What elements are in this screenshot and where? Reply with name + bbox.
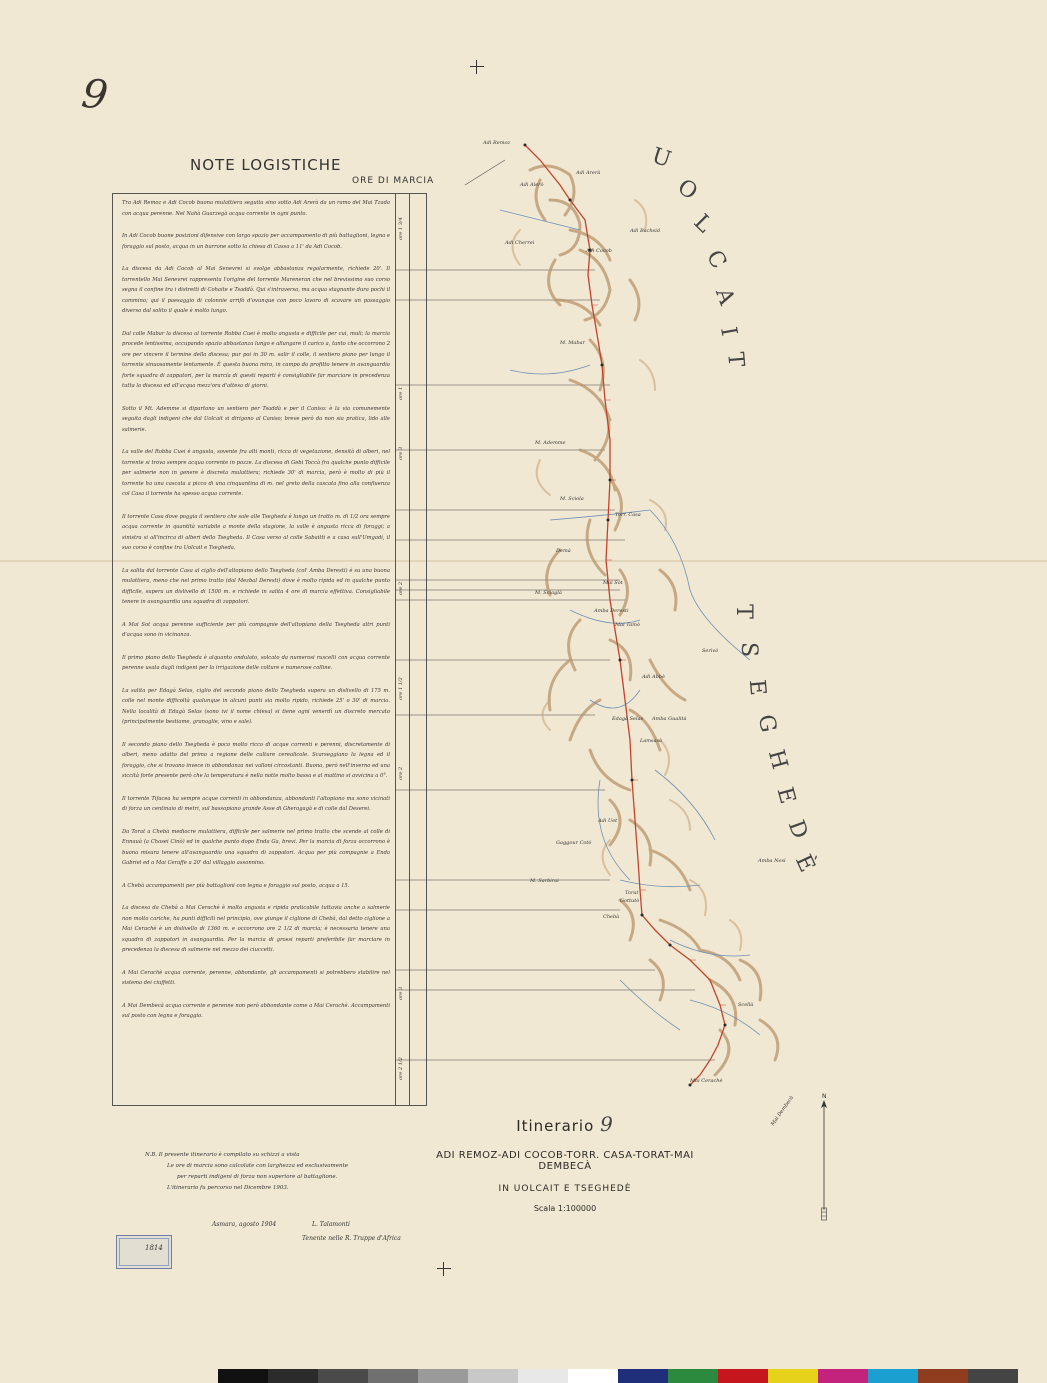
signature-block <box>212 1218 401 1246</box>
march-hour-label: ore 2 <box>398 766 404 780</box>
march-hour-label: ore 2 <box>398 581 404 595</box>
notes-title: NOTE LOGISTICHE <box>190 156 342 174</box>
place-name: Lamsasà <box>640 738 663 744</box>
region-label-tseghede-e: E <box>743 678 771 699</box>
region-label-tseghede-s: S <box>736 641 762 660</box>
itinerary-label: Itinerario <box>516 1117 595 1135</box>
region-label-tseghede-g: G <box>752 712 781 737</box>
archive-stamp-inner <box>119 1238 169 1266</box>
note-paragraph: Il primo piano dello Tsegheda è alquanto ondulato, solcato da numerosi ruscelli con acqua corrente perenne usata dagli indigeni per la irrigazione delle colture e numerose colline. <box>122 654 390 671</box>
route-map <box>460 100 840 1120</box>
place-name: Amba Deresti <box>594 608 629 614</box>
note-paragraph: La discesa da Chebà a Mai Cerachè è molto angusta e ripida praticabile tuttavia anche a salmerie non molto cariche, ha punti difficili nel principio, ove giunge il ciglione di Chebà, dal detto ciglione a Mai Cerachè è un dislivello di 1360 m. e occorrono ore 2 1/2 di marcia; è necessaria tenere una squadra di zappatori in avanguardia. Per la marcia di grossi reparti preferibile far marciare in precedenza la discesa di salmerie nel mezzo dei ciuccetti. <box>122 905 390 953</box>
march-hour-label: ore 2 1/2 <box>398 1057 404 1080</box>
place-name: Amba Nesi <box>758 858 786 864</box>
place-name: Torat <box>625 890 639 896</box>
note-paragraph: Il secondo piano dello Tsegheda è poco molto ricco di acque correnti e perenni, discretamente di alberi, meno adatto del primo a regione delle culture cerealicole. Scarseggiano la legna ed il foraggio, che si trovano invece in abbondanza nei valloni circostanti. Buona, però nell'inverno ed una siccità forte presente però che la temperatura è nella notte molto bassa e al mattino si avvicina a 0°. <box>122 741 390 779</box>
place-name: Adi Cherrei <box>505 240 535 246</box>
note-paragraph: A Mai Sot acqua perenne sufficiente per più compagnie dell'altopiano della Tsegheda altri punti d'acqua sono in vicinanza. <box>122 621 390 638</box>
place-name: Adi Alerò <box>520 182 544 188</box>
place-name: M. Sciaglà <box>535 590 562 596</box>
note-paragraph: A Mai Dembecà acqua corrente e perenne non però abbondante come a Mai Cerachè. Accampamenti sul posto con legna e foraggio. <box>122 1002 390 1019</box>
march-hour-label: ore 1 <box>398 386 404 400</box>
note-paragraph: Il torrente Tifacea ha sempre acque correnti in abbondanza, abbondanti l'altopiano ma sono vicinati di forza un centinaio di metri, sul bassopiano grande Asse di Gheragagà e di colle dal Deserei. <box>122 795 390 812</box>
sheet-number: 9 <box>78 70 111 120</box>
signature-place-date: Asmara, agosto 1904 <box>212 1221 277 1228</box>
note-paragraph: A Mai Cerachè acqua corrente, perenne, abbondante, gli accampamenti si potrebbero stabilire nel sistema dei ciuffetti. <box>122 969 390 986</box>
footnote-line: Le ore di marcia sono calcolate con larghezza ed esclusivamente <box>167 1163 349 1169</box>
inventory-number: 1814 <box>145 1244 163 1252</box>
note-paragraph: Da Torat a Chebà mediocre mulattiera, difficile per salmerie nel primo tratto che scende al colle di Ennauà (a Chasei Cinò) ed in qualche punto dopo Enda Ga, brevi. Per la marcia di forza occorrono è buona misura tenere all'avanguardia una squadra di zappatori. Acqua per più compagnie a Enda Gabriel ed a Mai Ceraffe a 20' dal villaggio assonnino. <box>122 828 390 866</box>
region-label-uolcait-i: I <box>715 325 742 340</box>
itinerary-number: 9 <box>600 1112 614 1136</box>
notes-body <box>122 198 390 1098</box>
place-name: Demà <box>556 548 571 554</box>
march-hour-label: ore 1 1/2 <box>398 677 404 700</box>
note-paragraph: La discesa da Adi Cocob al Mai Senevrei si svolge abbastanza regolarmente, richiede 20'. Il torrentello Mai Senevrei rappresenta l'origine del torrente Mareneran che nel brevissimo suo corso segna il confine tra i distretti di Cohaite e Tsaddà. Qui s'intraversa, ma acqua stagnante dura pochi il cammino; qui il paesaggio di colonnie arrifò d'ovunque con poco lavoro di scavare un passaggio diverso dal solito il quale è molto lungo. <box>122 266 390 314</box>
place-name: Mai Sot <box>603 580 623 586</box>
place-name: Adi Abbè <box>642 674 665 680</box>
place-name: Torr. Casa <box>615 512 641 518</box>
place-name: Adi Remoz <box>483 140 511 146</box>
place-name: Gottutò <box>620 898 640 904</box>
region-label-uolcait-o: O <box>672 174 704 207</box>
march-hours-header: ORE DI MARCIA <box>352 176 435 186</box>
itinerary-heading <box>425 1112 705 1136</box>
note-paragraph: In Adi Cocob buone posizioni difensive con largo spazio per accampamento di più battaglioni, legna e foraggio sul posto, acqua in un burrone sotto la chiesa di Cassa a 11' da Adi Cocob. <box>122 233 390 250</box>
march-hour-label: ore 3 <box>398 446 404 460</box>
north-label: N <box>822 1093 827 1100</box>
place-name: Mai Cerachè <box>690 1078 723 1084</box>
place-name: Chebà <box>603 914 620 920</box>
region-label-uolcait-t: T <box>722 351 749 370</box>
place-name: Amba Gualità <box>652 716 687 722</box>
footnote-line: L'itinerario fu percorso nel Dicembre 1903. <box>167 1185 289 1191</box>
place-name: Adi Cocob <box>586 248 612 254</box>
region-label-tseghede-d: D <box>782 816 813 845</box>
footnote-line: N.B. Il presente itinerario è compilato su schizzi a vista <box>145 1152 300 1158</box>
signature-name: L. Talamonti <box>312 1221 350 1228</box>
color-calibration-bar <box>218 1369 1018 1383</box>
place-name: Edagà Selas <box>612 716 644 722</box>
note-paragraph: La valle del Robba Cuei è angusta, sovente fra alti monti, ricca di vegetazione, densità di alberi, nel torrente si trova sempre acqua corrente in pozze. La discesa di Gebi Toccà fra qualche punto difficile per salmerie non in genere è discreta mulattiera; richiede 30' di marcia, però è molto di più il torrente ha una cascata a picco di una cinquantina di m. nel greto della cascata fino alla confluenza col Casa il torrente ha spesso acqua corrente. <box>122 449 390 497</box>
note-paragraph: Dal colle Mabar la discesa al torrente Robba Cuei è molto angusta e difficile per cui, muli; la marcia procede lentissima, occupando spazio abbastanza lungo e allungare il carico a, tanto che occorrono 2 ore per vincere il termine della discesa; pur poi in 30 m. salir il colle, il sentiero piano per lungo il torrente sinuosamente lentamente. È questa buona mira, in campo da profitto tenere in avanguardia forte squadra di zappatori, per la marcia di questi reparti è consigliabile far marciare in precedenza tutta la discesa ed all'acqua mezz'ora d'attesa di giorni. <box>122 330 390 389</box>
region-label-uolcait-a: A <box>710 284 740 311</box>
place-name: Adi Arerà <box>576 170 601 176</box>
place-name: Adi Bachsid <box>630 228 661 234</box>
note-paragraph: Tra Adi Remoz e Adi Cocob buona mulattiera seguita sino sotto Adi Arerà da un ramo del Mai Tzada con acqua perenne. Nel Nahà Guarzegà acqua corrente in ogni punto. <box>122 200 390 217</box>
region-label-tseghede-h: H <box>762 747 793 774</box>
region-label-tseghede-e2: E <box>771 784 801 809</box>
route-title: ADI REMOZ-ADI COCOB-TORR. CASA-TORAT-MAI DEMBECÀ <box>436 1150 694 1172</box>
registration-mark-top <box>470 60 484 74</box>
place-name: Mai Tamò <box>615 622 640 628</box>
note-paragraph: Il torrente Casa dove poggia il sentiero che sale alle Tsegheda è lungo un tratto m. di 1/2 ora sempre acqua corrente in quantità variabile a monte della stagione, la valle è angusta ricca di foraggi; a sinistra si all'incirca di alberi dello Tsegheda. Il Casa verso al colle Sabaitti e a casa sull'Umgadi, il suo corso è confine tra Uolcait e Tsegheda. <box>122 513 390 551</box>
note-paragraph: La salita dal torrente Casa al ciglio dell'altopiano dello Tsegheda (col' Amba Deresti) è su una buona mulattiera, meno che nel primo tratto (dal Mezbal Deresti) dove è molto ripida ed in qualche punto difficile, supera un dislivello di 1500 m. e richiede in salita 4 ore di marcia effettiva. Consigliabile tenere in avanguardia una squadra di zappatori. <box>122 567 390 605</box>
place-name: Adi Uet <box>598 818 618 824</box>
place-name: M. Mabar <box>560 340 585 346</box>
map-scale: Scala 1:100000 <box>533 1204 597 1213</box>
place-name: Gaggour Cotò <box>556 840 592 846</box>
march-hour-label: ore 1 3/4 <box>398 217 404 240</box>
place-name: M. Sarbirai <box>530 878 559 884</box>
footnote <box>145 1150 405 1194</box>
title-block <box>425 1112 705 1213</box>
region-label-uolcait-l: L <box>688 209 719 240</box>
place-name: Mai Dembecà <box>769 1094 795 1128</box>
note-paragraph: La salita per Edagà Selas, ciglio del secondo piano dello Tsegheda supera un dislivello di 175 m. colle nel monte difficoltà qualunque in alcuni punti sia molto ripido, richiede 25' o 30' di marcia. Nella località di Edagà Selas (sono ivi il nome chiesa) si tiene ogni venerdì un discreto mercato (principalmente bestiame, granaglie, vino e sale). <box>122 687 390 725</box>
note-paragraph: A Chebà accampamenti per più battaglioni con legna e foraggio sul posto, acqua a 15. <box>122 882 350 889</box>
region-label-uolcait-c: C <box>700 246 732 275</box>
signature-role: Tenente nelle R. Truppe d'Africa <box>302 1235 401 1242</box>
region-label-tseghede-e3: È <box>789 851 821 878</box>
region-subtitle: IN UOLCAIT E TSEGHEDÈ <box>498 1184 632 1194</box>
note-paragraph: Sotto il Mt. Ademme si dipartono un sentiero per Tsaddà e per il Caniso: è la via comunemente seguita dagli indigeni che dal Uolcait si dirigono al Caniso; breve però da non sia pratica, lido alle salmerie. <box>122 405 390 433</box>
place-name: M. Sciola <box>560 496 584 502</box>
region-label-tseghede-t: T <box>730 604 756 621</box>
march-hour-label: ore 3 <box>398 986 404 1000</box>
footnote-line: per reparti indigeni di forza non superiore al battaglione. <box>177 1174 338 1180</box>
place-name: M. Ademme <box>535 440 566 446</box>
registration-mark-bottom <box>437 1262 451 1276</box>
north-arrow-icon <box>817 1092 831 1232</box>
place-name: Serivò <box>702 648 719 654</box>
route-ticks <box>588 250 726 1005</box>
place-name: Scellà <box>738 1002 754 1008</box>
region-label-uolcait-u: U <box>648 143 676 174</box>
